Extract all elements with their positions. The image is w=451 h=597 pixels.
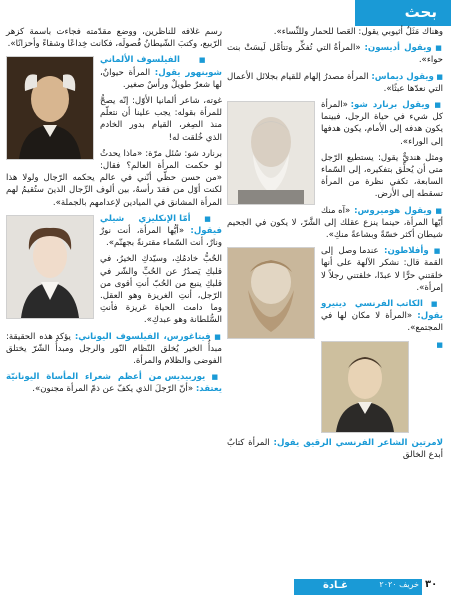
quote-author: ■ الكاتب الفرنسي دينيرو يقول: (321, 299, 443, 321)
quote-text: المرأة مصدرُ إلهام للقيام بجلائل الأعمال التي نعدّها عبثًا». (227, 71, 443, 94)
section-title: بحث (404, 3, 437, 21)
quote-author: ■ ويقول هوميروس: (354, 206, 443, 216)
quote-text: المرأة كتابٌ أبدع الخالق (227, 437, 443, 460)
page-footer (0, 571, 451, 597)
portrait-image (7, 216, 93, 318)
page-header (0, 0, 451, 26)
paragraph (227, 26, 443, 38)
paragraph-text: برنارد شو: سُئل مرّة: «ماذا يحدثُ لو حكمت المرأة العالم؟ فقال: «من حسن حظّي أنّني في عالم يحكمه الرّجال ولولا هذا لكنت أوّل من فقدَ رأسهُ، بين ألوف الرِّجال الذينَ ستُقيمُ لهم المرأة المشانق في الميادين لإعدامهم بالجملة». (6, 148, 222, 208)
quote-author: ■ أمّا الإنكليزي شيلي فيقول: (100, 214, 222, 236)
quote-text: «المرأة كل شيء في حياة الرجل، فبينما يكون هدفه إلى الأمام، يكون هدفها إلى الوراء». (321, 100, 443, 147)
quote-text: «أنّ الرّجلَ الذي يكفّ عن ذمّ المرأة مجنون». (32, 384, 194, 395)
paragraph-text: ومثل هنديٌّ يقول: يستطيع الرّجل متى أن يُحلِّق بتفكيره، إلى السّماء السابعة، تكفي نظرة من المرأة تسقطه إلى الأرض. (321, 152, 443, 200)
portrait-lamartine (321, 341, 409, 433)
page-number: ٣٠ (425, 579, 438, 590)
quote-text: المرأة حيوانٌ، لها شعرٌ طويلٌ ورأسٌ صغير. (100, 67, 222, 90)
paragraph-text: الحُبُّ خادمُكِ، وسيّدكِ الخيرُ، في قلبكِ يَصدُرُ عن الحُبِّ والشّر في قلبكِ ينبع من الحُبّ أنتِ أقوى من الرّجل، أنتِ الغريزة وهو العقل. وما دامت الحياة غريزة فأنتِ السُّلطانة وهو عبدكِ». (100, 254, 222, 326)
portrait-image (322, 342, 408, 432)
paragraph (6, 26, 222, 50)
quote-text: يؤكد هذه الحقيقة: مبدأُ الخير يُخلق النّظام النّور والرجل ومبدأُ الشّرّ يختلق الفوضى والظلام والمرأة. (6, 331, 222, 367)
quote-author: ■ وأفلاطون: (384, 246, 443, 256)
quote (6, 331, 222, 368)
quote-author: ■ ويقول برنارد شو: (351, 100, 443, 110)
quote-author: ■ الفيلسوف الألماني شوبنهور يقول: (100, 55, 222, 77)
portrait-shelley (6, 215, 94, 319)
quote-text: «آه منك أيّها المرأة، حينما ينزع عقلك إلى الشَّرّ، لا يكون في الجحيم شيطان أكثر خسّةً وبشاعةً منكِ». (227, 205, 443, 241)
quote-author: ■ فيتاغورس، الفيلسوف اليوناني: (75, 332, 222, 342)
portrait-image (7, 57, 93, 159)
quote-text: «المرأةُ التي تُفكِّر وتتأمَّل لَيسَتْ بنت حواء». (227, 43, 443, 66)
quote-author: ■ يوربيديس من أعظم شعراء المأساة اليونانيّة يعتقد: (6, 372, 222, 394)
portrait-image (228, 102, 314, 204)
quote-author: ■ ويقول أديسون: (364, 43, 443, 53)
article-body (0, 26, 451, 571)
magazine-name: غـادة (322, 580, 348, 591)
quote-text: «أيُّها المرأة، أنت نورٌ ونارٌ، أنت السّماء مقترنةً بجهنّم». (100, 226, 222, 249)
portrait-image (228, 248, 314, 338)
left-column (6, 26, 222, 571)
right-column (227, 26, 443, 571)
portrait-plato (227, 247, 315, 339)
portrait-schopenhauer (6, 56, 94, 160)
quote (227, 71, 443, 95)
portrait-bernard-shaw (227, 101, 315, 205)
quote (227, 42, 443, 66)
paragraph-text: وهناك مَثَلٌ أثيوبي يقول: العَصا للحمار وللنِّساء». (273, 27, 443, 37)
paragraph-text: غوته، شاعر ألمانيا الأوّل: إنّه يصحُّ للمرأة بقوله: يجب علينا أن نتعلّم منذ الصِغر، القيام بدور الخادم الذي خُلقت له! (100, 96, 222, 143)
paragraph-text: رسم غلافه للناظرين، ووضع مقدّمته فجاءت باسمة كزهر الرّبيع، وكتبَ الشّيطانُ فُصولَه، فكانت خِداعًا وشقاءً وأحزانًا». (6, 27, 222, 50)
quote (227, 205, 443, 242)
quote-text: عندما وصل إلى القمة قال: نشكر الآلهة على أنها خلقتني حرًّا لا عبدًا، خلقتني رجلاً لا إمرأة». (321, 246, 443, 293)
issue-label: خريف ٢٠٢٠ (379, 580, 419, 589)
quote (6, 371, 222, 395)
quote-author: ■ لامرتين الشاعر الفرنسي الرقيق يقول: (274, 340, 443, 448)
quote-author: ■ ويقول ديماس: (371, 72, 443, 82)
quote-text: «المرأة لا مكان لها في المجتمع». (321, 311, 443, 334)
